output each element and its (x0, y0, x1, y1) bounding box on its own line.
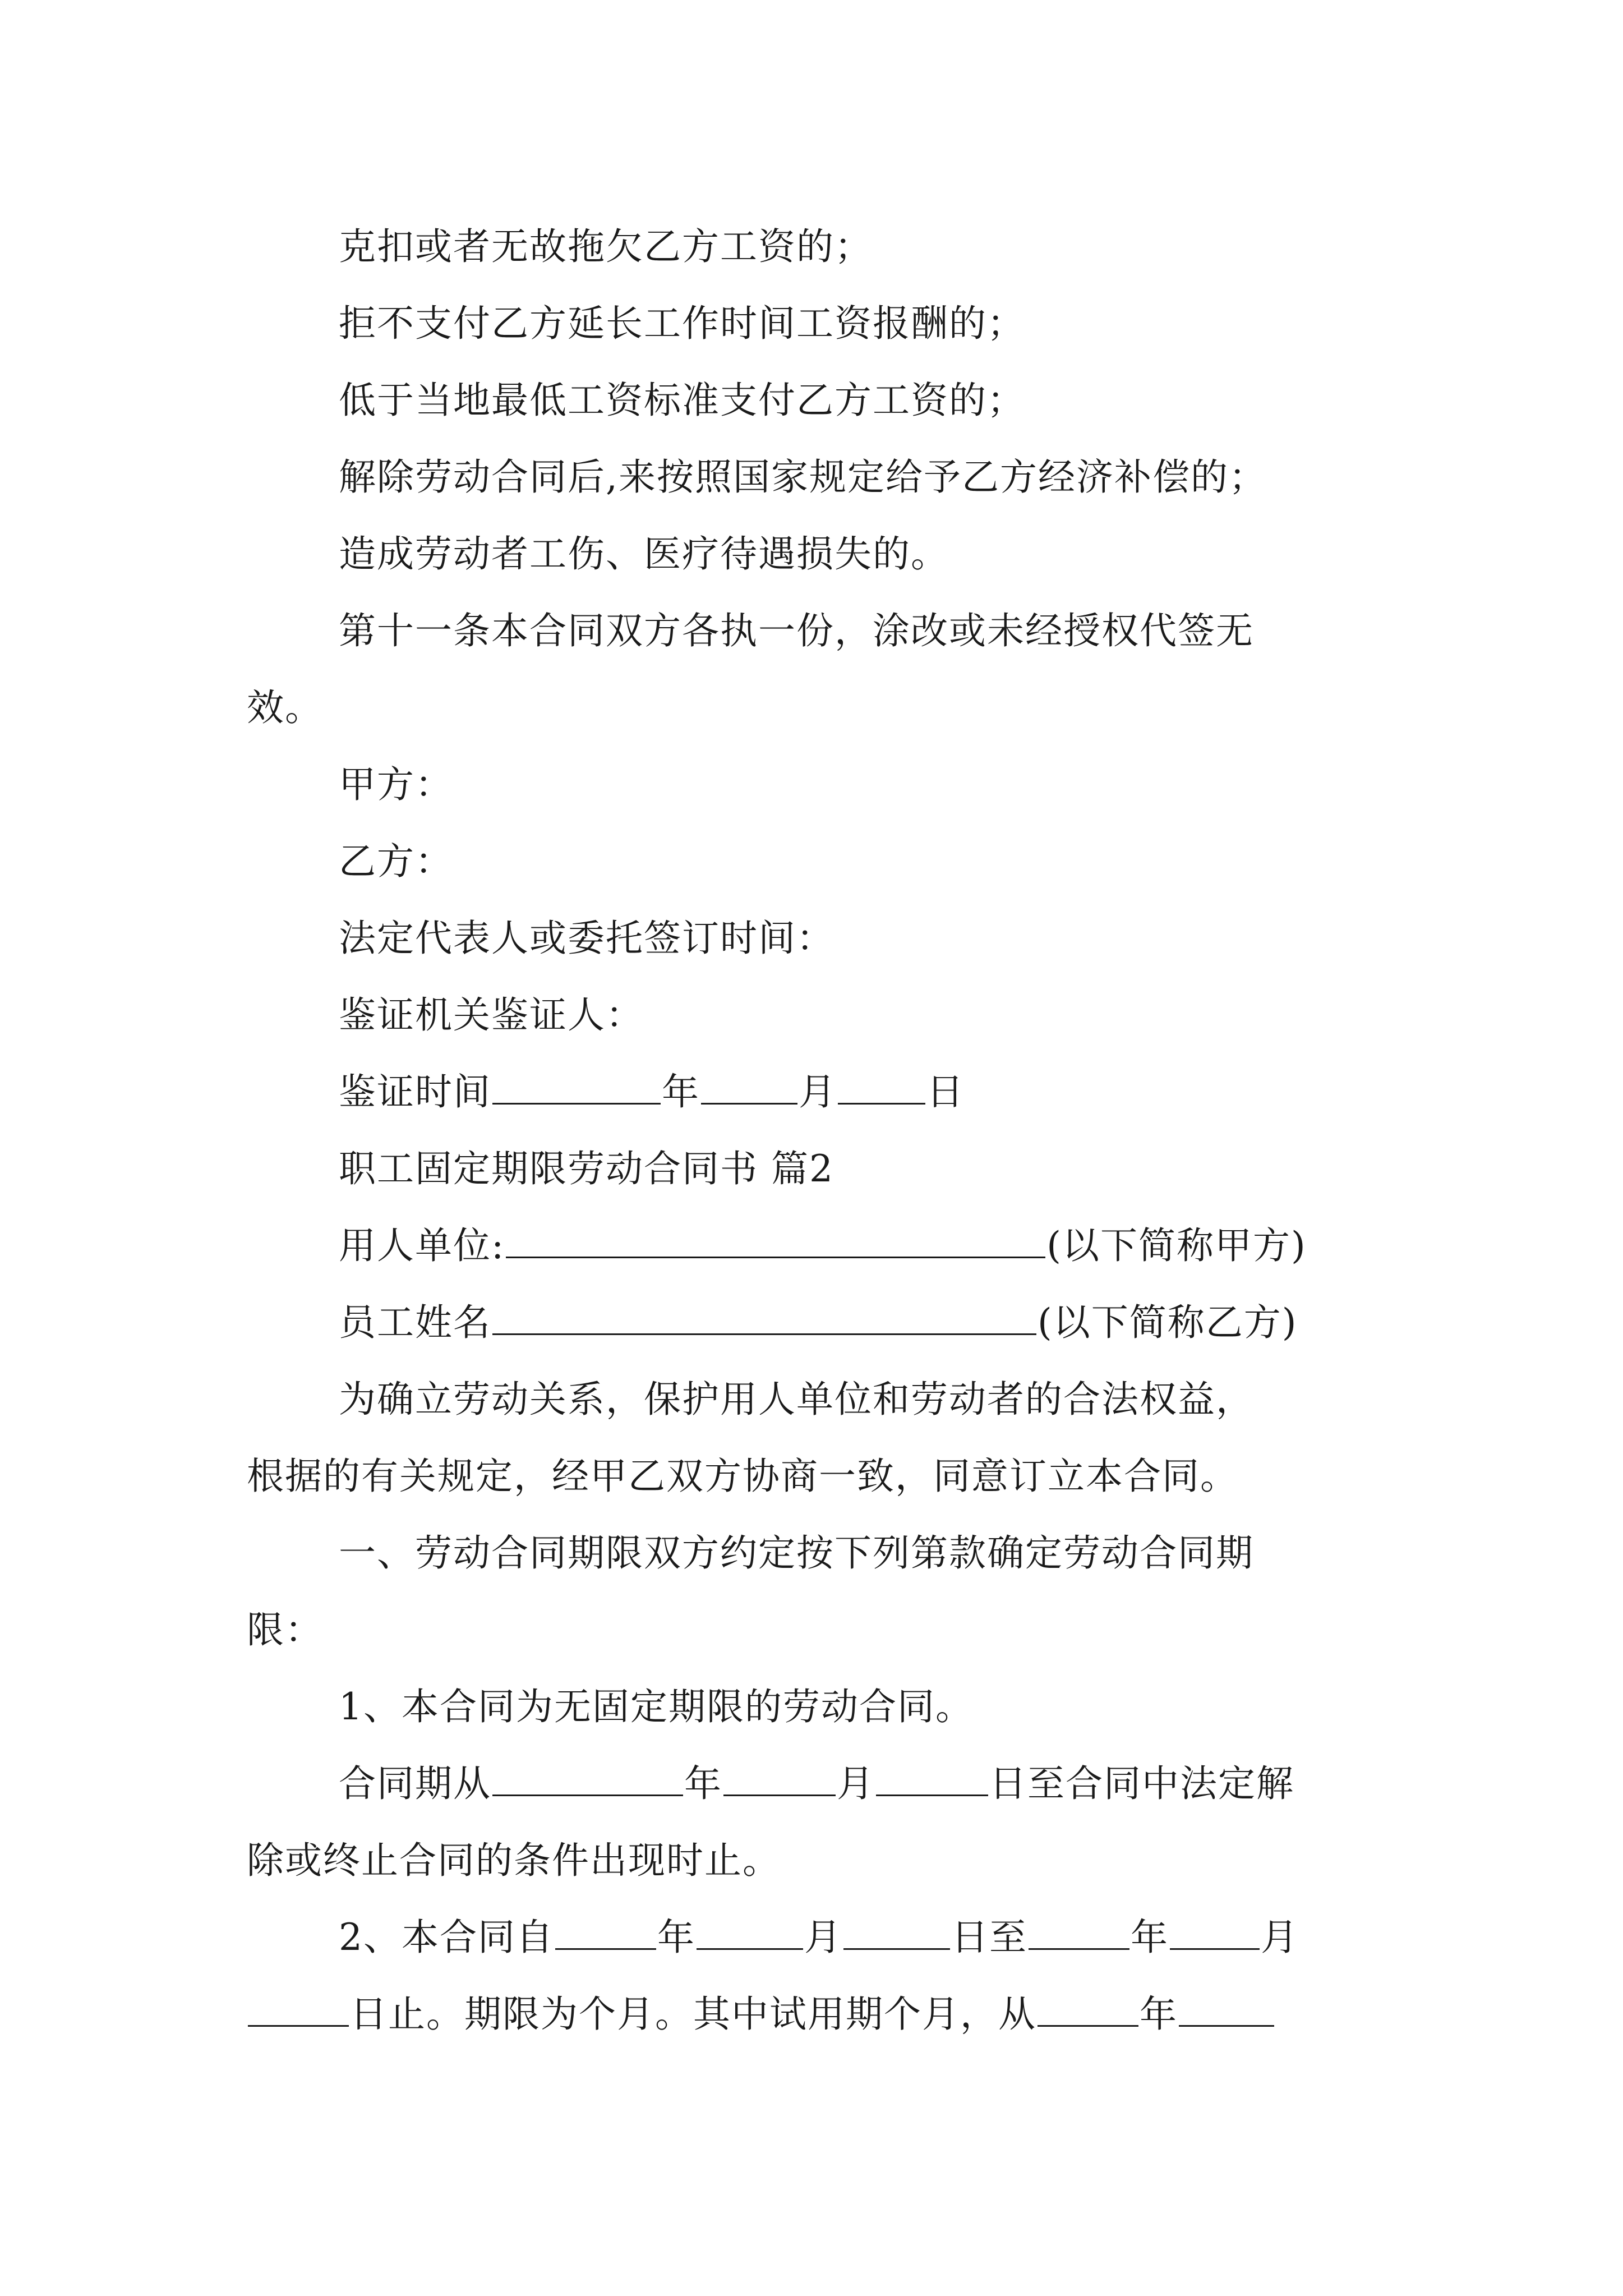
month-blank[interactable] (723, 1762, 836, 1796)
year-blank-2[interactable] (1029, 1916, 1129, 1950)
employee-line (339, 1300, 1298, 1345)
section-title: 职工固定期限劳动合同书 篇2 (339, 1147, 834, 1190)
year-blank[interactable] (1038, 1993, 1138, 2027)
party-a-label: 甲方： (339, 763, 453, 806)
text-line: 拒不支付乙方延长工作时间工资报酬的； (339, 302, 1025, 345)
employer-label: 用人单位: (339, 1224, 505, 1267)
text-line: 解除劳动合同后,来按照国家规定给予乙方经济补偿的； (339, 455, 1267, 499)
day-blank[interactable] (248, 1993, 349, 2027)
verify-time-line (339, 1070, 965, 1115)
month-label: 月 (837, 1762, 875, 1805)
month-blank[interactable] (701, 1070, 797, 1105)
year-label: 年 (657, 1916, 695, 1959)
employee-suffix: (以下简称乙方) (1038, 1301, 1298, 1344)
day-blank[interactable] (838, 1070, 925, 1105)
year-blank[interactable] (492, 1070, 661, 1105)
day-label: 日 (926, 1070, 965, 1114)
term-paragraph: 一、劳动合同期限双方约定按下列第款确定劳动合同期 (339, 1531, 1254, 1575)
verifier-label: 鉴证机关鉴证人： (339, 993, 644, 1037)
party-b-label: 乙方： (339, 840, 453, 883)
item-2-prefix: 2、本合同自 (339, 1916, 554, 1959)
year-blank[interactable] (555, 1916, 656, 1950)
verify-time-label: 鉴证时间 (339, 1070, 491, 1114)
month-label-2: 月 (1261, 1916, 1299, 1959)
signing-time-label: 法定代表人或委托签订时间： (339, 917, 834, 960)
day-blank[interactable] (843, 1916, 950, 1950)
month-blank[interactable] (697, 1916, 803, 1950)
employer-blank[interactable] (506, 1224, 1045, 1258)
text-line: 克扣或者无故拖欠乙方工资的； (339, 225, 873, 268)
item-2-cont-line (247, 1992, 1275, 2037)
employee-label: 员工姓名 (339, 1301, 491, 1344)
year-label-2: 年 (1131, 1916, 1169, 1959)
item-1: 1、本合同为无固定期限的劳动合同。 (339, 1685, 974, 1728)
purpose-paragraph-cont: 根据的有关规定，经甲乙双方协商一致，同意订立本合同。 (247, 1455, 1238, 1498)
employer-line (339, 1223, 1307, 1268)
year-blank[interactable] (492, 1762, 683, 1796)
item-1-period-line (339, 1761, 1294, 1806)
month-blank[interactable] (1179, 1993, 1274, 2027)
text-line: 效。 (247, 686, 323, 729)
month-label: 月 (804, 1916, 842, 1959)
employee-blank[interactable] (492, 1301, 1036, 1335)
term-paragraph-cont: 限： (247, 1608, 323, 1651)
day-blank[interactable] (876, 1762, 988, 1796)
day-to-label: 日至 (951, 1916, 1027, 1959)
purpose-paragraph: 为确立劳动关系，保护用人单位和劳动者的合法权益， (339, 1378, 1254, 1421)
month-label: 月 (799, 1070, 837, 1114)
employer-suffix: (以下简称甲方) (1046, 1224, 1307, 1267)
period-tail: 日至合同中法定解 (989, 1762, 1294, 1805)
year-label: 年 (662, 1070, 700, 1114)
item-2-line (339, 1915, 1299, 1960)
year-label: 年 (684, 1762, 722, 1805)
text-line: 造成劳动者工伤、医疗待遇损失的。 (339, 532, 949, 576)
month-blank-2[interactable] (1170, 1916, 1260, 1950)
text-line: 低于当地最低工资标准支付乙方工资的； (339, 379, 1025, 422)
item-2-cont-text: 日止。期限为个月。其中试用期个月，从 (350, 1993, 1036, 2036)
year-label: 年 (1140, 1993, 1178, 2036)
text-line: 第十一条本合同双方各执一份，涂改或未经授权代签无 (339, 609, 1254, 652)
item-1-cont: 除或终止合同的条件出现时止。 (247, 1839, 781, 1882)
period-prefix: 合同期从 (339, 1762, 491, 1805)
